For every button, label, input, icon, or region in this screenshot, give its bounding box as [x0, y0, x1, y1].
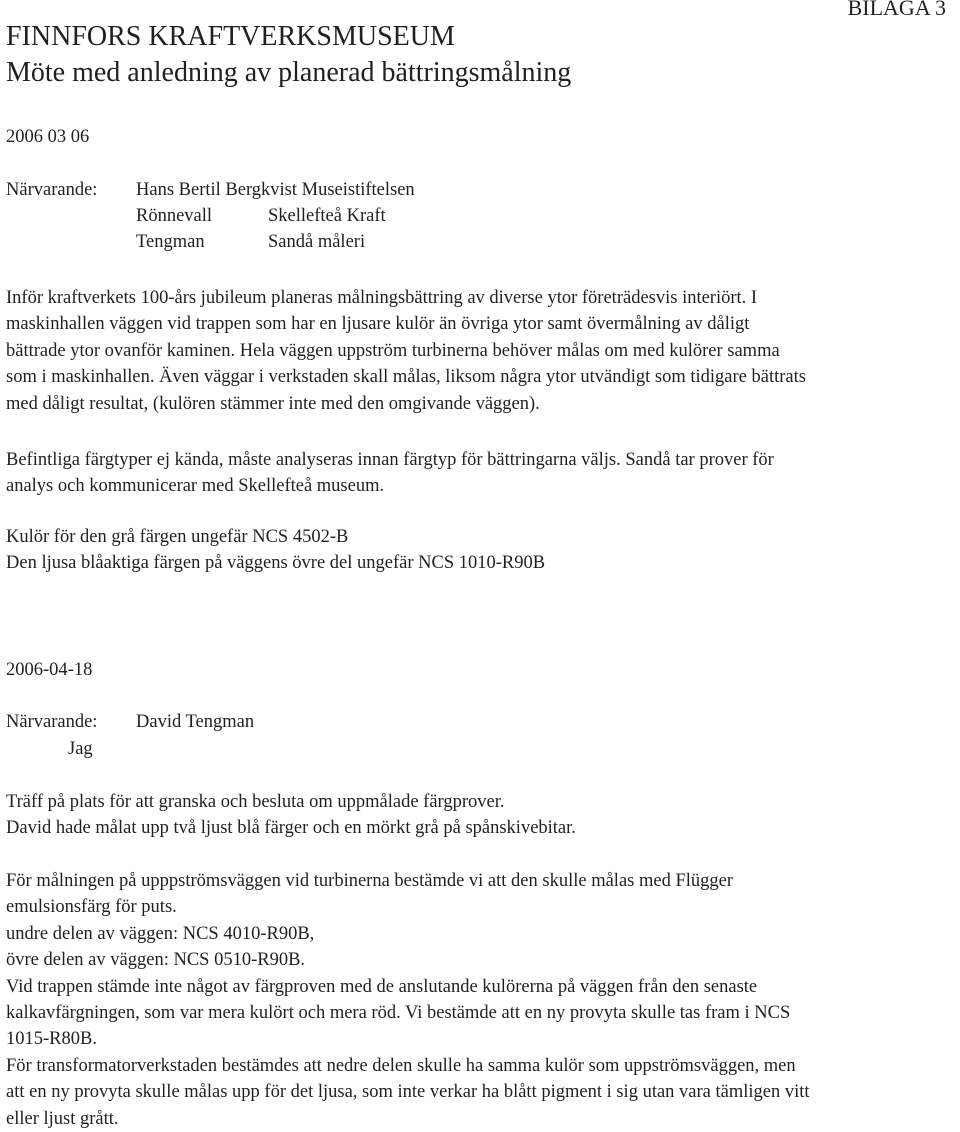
text-line: Vid trappen stämde inte något av färgproven med de anslutande kulörerna på väggen från den senaste: [6, 976, 758, 997]
text-line: David hade målat upp två ljust blå färger och en mörkt grå på spånskivebitar.: [6, 818, 576, 839]
attendee-name: Jag: [68, 739, 93, 759]
text-line: eller ljust grått.: [6, 1108, 119, 1129]
text-line: med dåligt resultat, (kulören stämmer inte med den omgivande väggen).: [6, 393, 540, 414]
text-line: emulsionsfärg för puts.: [6, 897, 177, 918]
text-line: För målningen på upppströmsväggen vid turbinerna bestämde vi att den skulle målas med Flügger: [6, 871, 734, 891]
document-subtitle: Möte med anledning av planerad bättringsmålning: [6, 57, 572, 88]
text-line: som i maskinhallen. Även väggar i verkstaden skall målas, liksom några ytor utvändigt som tidigare bättrats: [6, 367, 806, 388]
text-line: övre delen av väggen: NCS 0510-R90B.: [6, 950, 306, 971]
attendee-org: Skellefteå Kraft: [268, 206, 386, 226]
meeting1-attendees-label: Närvarande:: [6, 180, 98, 200]
text-line: 1015-R80B.: [6, 1029, 97, 1050]
meeting2-attendees-label: Närvarande:: [6, 712, 98, 732]
text-line: Träff på plats för att granska och besluta om uppmålade färgprover.: [6, 792, 505, 812]
attendee-name: Hans Bertil Bergkvist Museistiftelsen: [136, 180, 415, 200]
meeting2-paragraph-1: [6, 789, 956, 842]
meeting1-date: 2006 03 06: [6, 127, 90, 147]
text-line: Inför kraftverkets 100-års jubileum planeras målningsbättring av diverse ytor företrädesvis interiört. I: [6, 288, 758, 308]
text-line: att en ny provyta skulle målas upp för det ljusa, som inte verkar ha blått pigment i sig utan vara tämligen vitt: [6, 1082, 810, 1103]
text-line: undre delen av väggen: NCS 4010-R90B,: [6, 923, 315, 944]
document-title: FINNFORS KRAFTVERKSMUSEUM: [6, 21, 455, 52]
text-line: Den ljusa blåaktiga färgen på väggens övre del ungefär NCS 1010-R90B: [6, 553, 546, 574]
meeting2-date: 2006-04-18: [6, 660, 93, 680]
attendee-name: David Tengman: [136, 712, 255, 732]
attachment-label: BILAGA 3: [847, 0, 946, 20]
text-line: kalkavfärgningen, som var mera kulört och mera röd. Vi bestämde att en ny provyta skulle tas fram i NCS: [6, 1003, 791, 1024]
meeting1-paragraph-1: [6, 285, 956, 417]
attendee-org: Sandå måleri: [268, 232, 366, 252]
attendee-name: Rönnevall: [136, 206, 213, 226]
meeting1-color-notes: [6, 524, 956, 577]
text-line: Befintliga färgtyper ej kända, måste analyseras innan färgtyp för bättringarna väljs. Sandå tar prover för: [6, 450, 774, 470]
text-line: Kulör för den grå färgen ungefär NCS 4502-B: [6, 527, 349, 547]
text-line: För transformatorverkstaden bestämdes att nedre delen skulle ha samma kulör som uppströmsväggen, men: [6, 1055, 796, 1076]
attendee-name: Tengman: [136, 232, 205, 252]
text-line: bättrade ytor ovanför kaminen. Hela väggen uppström turbinerna behöver målas om med kulörer samma: [6, 340, 780, 361]
text-line: analys och kommunicerar med Skellefteå museum.: [6, 476, 385, 497]
meeting1-paragraph-2: [6, 447, 956, 500]
meeting2-paragraph-2: [6, 868, 956, 1132]
text-line: maskinhallen väggen vid trappen som har en ljusare kulör än övriga ytor samt övermålning av dåligt: [6, 314, 750, 335]
